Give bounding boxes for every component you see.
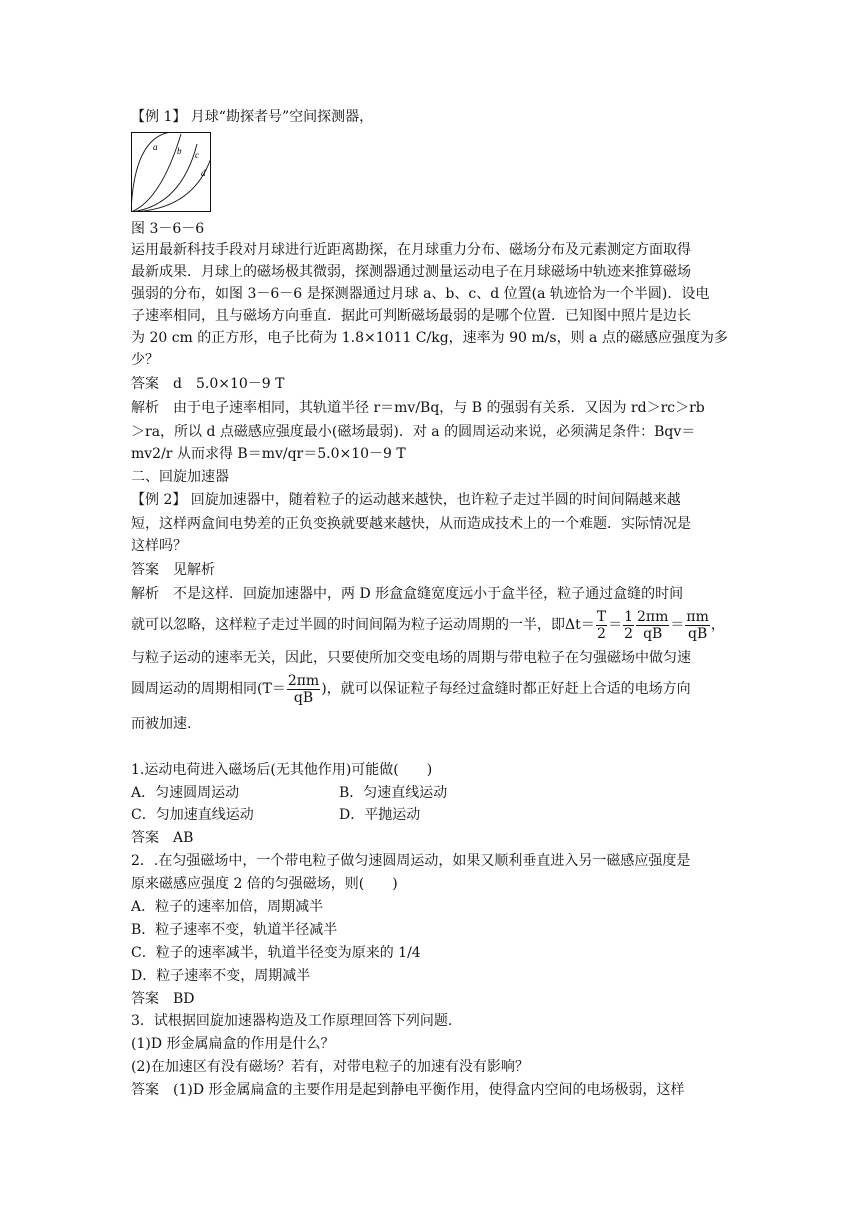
q3-answer: 答案 (1)D 形金属扁盒的主要作用是起到静电平衡作用，使得盒内空间的电场极弱，这样 [131, 1082, 685, 1098]
q3-stem: 3．试根据回旋加速器构造及工作原理回答下列问题. [131, 1013, 453, 1029]
label-a: a [153, 142, 158, 152]
example1-header: 【例 1】 月球“勘探者号”空间探测器， [131, 109, 374, 125]
q2-option-a: A．粒子的速率加倍，周期减半 [131, 899, 324, 915]
period-tail-text: )，就可以保证粒子每经过盒缝时都正好赶上合适的电场方向 [321, 681, 691, 697]
fraction-numerator: 1 [624, 608, 633, 625]
ex1-body-line: 强弱的分布，如图 3－6－6 是探测器通过月球 a、b、c、d 位置(a 轨迹恰为一个半圆)．设电 [131, 286, 710, 302]
ex1-answer: 答案 d 5.0×10－9 T [131, 376, 285, 392]
ex2-analysis-formula-line [131, 608, 725, 642]
q1-stem: 1.运动电荷进入磁场后(无其他作用)可能做( ) [131, 762, 433, 778]
ex2-body-line: 短，这样两盒间电势差的正负变换就要越来越快，从而造成技术上的一个难题．实际情况是 [131, 516, 691, 532]
ex1-body-line: 为 20 cm 的正方形，电子比荷为 1.8×1011 C/kg，速率为 90 m/s，则 a 点的磁感应强度为多 [131, 330, 728, 346]
q3-subquestion-2: (2)在加速区有没有磁场？若有，对带电粒子的加速有没有影响？ [131, 1059, 529, 1075]
figure-caption: 图 3－6－6 [131, 221, 205, 237]
ex1-body-line: 最新成果．月球上的磁场极其微弱，探测器通过测量运动电子在月球磁场中轨迹来推算磁场 [131, 264, 691, 280]
q2-stem: 原来磁感应强度 2 倍的匀强磁场，则( ) [131, 876, 398, 892]
q1-answer: 答案 AB [131, 830, 194, 846]
fraction-numerator: 2πm [637, 608, 669, 625]
q3-subquestion-1: (1)D 形金属扁盒的作用是什么？ [131, 1036, 335, 1052]
q2-answer: 答案 BD [131, 991, 195, 1007]
ex1-analysis-line: 解析 由于电子速率相同，其轨道半径 r＝mv/Bq，与 B 的强弱有关系．又因为 rd＞rc＞rb [131, 400, 705, 416]
ex2-analysis-line: 与粒子运动的速率无关，因此，只要使所加交变电场的周期与带电粒子在匀强磁场中做匀速 [131, 650, 691, 666]
fraction-denominator: qB [643, 625, 663, 642]
figure-frame [132, 133, 211, 212]
period-lead-text: 圆周运动的周期相同(T＝ [131, 681, 286, 697]
fraction-numerator: T [596, 608, 607, 625]
ex2-analysis-period-line [131, 672, 691, 706]
ex1-analysis-line: mv2/r 从而求得 B＝mv/qr＝5.0×10－9 T [131, 446, 406, 462]
trajectory-a [131, 132, 171, 212]
ex1-body-line: 运用最新科技手段对月球进行近距离勘探，在月球重力分布、磁场分布及元素测定方面取得 [131, 242, 691, 258]
fraction-pim-over-qb [685, 609, 709, 642]
q2-option-b: B．粒子速率不变，轨道半径减半 [131, 922, 338, 938]
fraction-t-over-2 [596, 609, 607, 642]
ex1-body-line: 子速率相同，且与磁场方向垂直．据此可判断磁场最弱的是哪个位置．已知图中照片是边长 [131, 308, 691, 324]
trajectory-figure [131, 132, 211, 212]
q2-option-c: C．粒子的速率减半，轨道半径变为原来的 1/4 [131, 945, 421, 961]
q2-option-d: D．粒子速率不变，周期减半 [131, 968, 311, 984]
fraction-period [287, 673, 320, 706]
ex1-analysis-line: ＞ra，所以 d 点磁感应强度最小(磁场最弱)．对 a 的圆周运动来说，必须满足条件：Bqv＝ [131, 424, 696, 440]
ex1-body-line: 少？ [131, 352, 159, 368]
label-d: d [201, 168, 206, 178]
label-c: c [195, 150, 199, 160]
fraction-one-half [623, 609, 634, 642]
equals-sign: ＝ [608, 617, 623, 633]
fraction-denominator: 2 [624, 625, 633, 642]
fraction-2pim-over-qb [636, 609, 669, 642]
trajectory-c [131, 144, 197, 212]
section-title: 二、回旋加速器 [131, 469, 229, 485]
ex2-analysis-line: 而被加速. [131, 716, 192, 732]
label-b: b [177, 146, 182, 156]
ex2-body-line: 这样吗？ [131, 538, 187, 554]
ex2-analysis-line: 解析 不是这样．回旋加速器中，两 D 形盒盒缝宽度远小于盒半径，粒子通过盒缝的时间 [131, 586, 684, 602]
formula-lead-text: 就可以忽略，这样粒子走过半圆的时间间隔为粒子运动周期的一半，即Δt＝ [131, 617, 595, 633]
comma: ， [710, 617, 725, 633]
q1-option-a: A．匀速圆周运动 [131, 785, 240, 801]
equals-sign: ＝ [670, 617, 685, 633]
fraction-denominator: qB [293, 689, 314, 706]
q2-stem: 2．.在匀强磁场中，一个带电粒子做匀速圆周运动，如果又顺利垂直进入另一磁感应强度是 [131, 853, 691, 869]
q1-option-c: C．匀加速直线运动 [131, 807, 254, 823]
fraction-numerator: πm [686, 608, 709, 625]
fraction-numerator: 2πm [287, 672, 320, 689]
ex2-answer: 答案 见解析 [131, 562, 215, 578]
ex2-body-line: 【例 2】 回旋加速器中，随着粒子的运动越来越快，也许粒子走过半圆的时间间隔越来越 [131, 492, 681, 508]
q1-option-b: B．匀速直线运动 [339, 785, 448, 801]
q1-option-d: D．平抛运动 [339, 807, 421, 823]
fraction-denominator: qB [688, 625, 708, 642]
trajectory-d [131, 158, 211, 212]
fraction-denominator: 2 [596, 625, 606, 642]
